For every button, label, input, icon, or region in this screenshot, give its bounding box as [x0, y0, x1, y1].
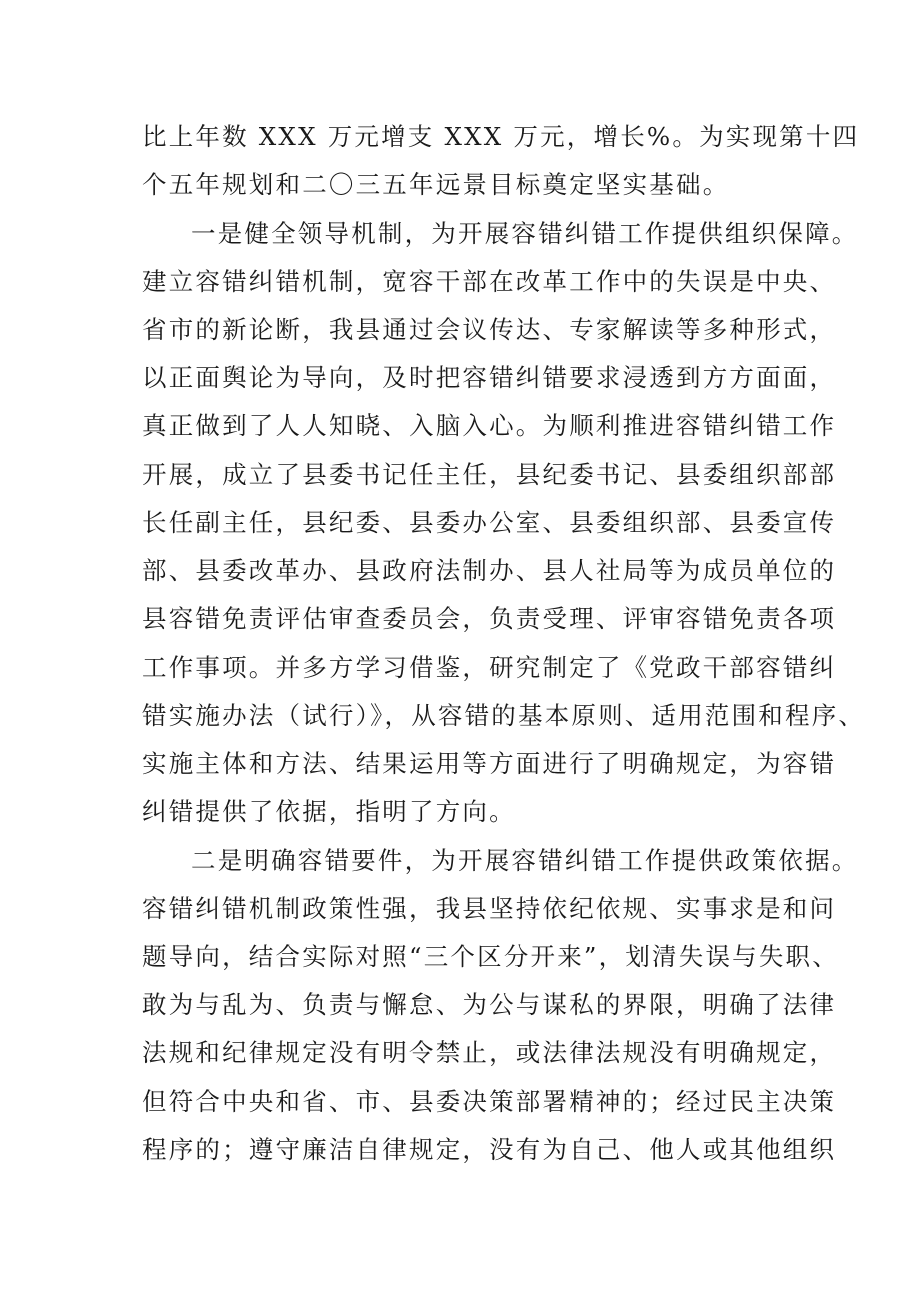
paragraph-start-line: 一是健全领导机制，为开展容错纠错工作提供组织保障。: [191, 219, 859, 248]
text-line: 部、县委改革办、县政府法制办、县人社局等为成员单位的: [142, 556, 837, 585]
text-line: 错实施办法（试行）》，从容错的基本原则、适用范围和程序、: [142, 701, 866, 730]
text-line: 敢为与乱为、负责与懈怠、为公与谋私的界限，明确了法律: [142, 990, 837, 1019]
text-line: 题导向，结合实际对照“三个区分开来”，划清失误与失职、: [142, 942, 839, 971]
text-line: 真正做到了人人知晓、入脑入心。为顺利推进容错纠错工作: [142, 411, 837, 440]
text-line: 程序的；遵守廉洁自律规定，没有为自己、他人或其他组织: [142, 1135, 837, 1164]
text-line: 容错纠错机制政策性强，我县坚持依纪依规、实事求是和问: [142, 894, 837, 923]
text-line: 建立容错纠错机制，宽容干部在改革工作中的失误是中央、: [142, 267, 837, 296]
text-line: 工作事项。并多方学习借鉴，研究制定了《党政干部容错纠: [142, 653, 837, 682]
text-line: 以正面舆论为导向，及时把容错纠错要求浸透到方方面面，: [142, 363, 837, 392]
text-line: 开展，成立了县委书记任主任，县纪委书记、县委组织部部: [142, 460, 837, 489]
text-line: 法规和纪律规定没有明令禁止，或法律法规没有明确规定，: [142, 1038, 837, 1067]
paragraph-start-line: 二是明确容错要件，为开展容错纠错工作提供政策依据。: [191, 846, 859, 875]
text-line: 实施主体和方法、结果运用等方面进行了明确规定，为容错: [142, 749, 837, 778]
text-line: 纠错提供了依据，指明了方向。: [142, 797, 516, 826]
text-line: 县容错免责评估审查委员会，负责受理、评审容错免责各项: [142, 604, 837, 633]
text-line: 比上年数 XXX 万元增支 XXX 万元，增长%。为实现第十四: [142, 122, 860, 151]
text-line: 但符合中央和省、市、县委决策部署精神的；经过民主决策: [142, 1087, 837, 1116]
text-line: 省市的新论断，我县通过会议传达、专家解读等多种形式，: [142, 315, 837, 344]
text-line: 个五年规划和二〇三五年远景目标奠定坚实基础。: [142, 170, 730, 199]
text-line: 长任副主任，县纪委、县委办公室、县委组织部、县委宣传: [142, 508, 837, 537]
